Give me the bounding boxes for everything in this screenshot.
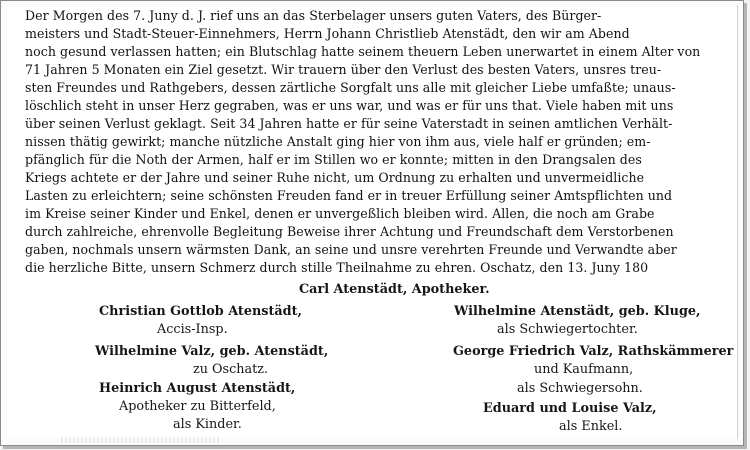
notice-line-3: noch gesund verlassen hatten; ein Blutschlag hatte seinem theuern Leben unerwartet in einem Alter von [25,44,701,59]
signature-right-6: Eduard und Louise Valz, [483,401,657,416]
signature-left-4: zu Oschatz. [193,362,269,377]
signature-left-2: Accis-Insp. [157,322,228,337]
notice-line-15: die herzliche Bitte, unsern Schmerz durch stille Theilnahme zu ehren. Oschatz, den 13. Juny 180 [25,260,649,275]
notice-line-10: Kriegs achtete er der Jahre und seiner Ruhe nicht, um Ordnung zu erhalten und unvermeidliche [25,170,645,185]
signature-right-1: Wilhelmine Atenstädt, geb. Kluge, [454,304,701,319]
notice-line-6: löschlich steht in unser Herz gegraben, was er uns war, und was er für uns that. Viele haben mit uns [25,98,674,113]
signature-right-7: als Enkel. [559,419,623,434]
notice-line-2: meisters und Stadt-Steuer-Einnehmers, Herrn Johann Christlieb Atenstädt, den wir am Abend [25,26,630,41]
signature-left-6: Apotheker zu Bitterfeld, [119,399,276,414]
notice-line-14: gaben, nochmals unsern wärmsten Dank, an seine und unsre verehrten Freunde und Verwandte aber [25,242,677,257]
notice-line-9: pfänglich für die Noth der Armen, half er im Stillen wo er konnte; mitten in den Drangsalen des [25,152,642,167]
signature-left-7: als Kinder. [173,417,242,432]
notice-line-11: Lasten zu erleichtern; seine schönsten Freuden fand er in treuer Erfüllung seiner Amtspflichten und [25,188,673,203]
notice-line-12: im Kreise seiner Kinder und Enkel, denen er unvergeßlich bleiben wird. Allen, die noch am Grabe [25,206,655,221]
newspaper-clipping [7,5,738,439]
signature-right-4: und Kaufmann, [534,362,634,377]
signature-left-5: Heinrich August Atenstädt, [99,381,296,396]
signature-right-5: als Schwiegersohn. [517,381,643,396]
notice-line-8: nissen thätig gewirkt; manche nützliche Anstalt ging hier von ihm aus, viele half er gründen; em- [25,134,651,149]
notice-line-7: über seinen Verlust geklagt. Seit 34 Jahren hatte er für seine Vaterstadt in seinen amtlichen Verhält- [25,116,673,131]
notice-line-1: Der Morgen des 7. Juny d. J. rief uns an das Sterbelager unsers guten Vaters, des Bürger- [25,8,602,23]
notice-line-13: durch zahlreiche, ehrenvolle Begleitung Beweise ihrer Achtung und Freundschaft dem Verstorbenen [25,224,674,239]
signature-right-3: George Friedrich Valz, Rathskämmerer [453,344,734,359]
notice-line-5: sten Freundes und Rathgebers, dessen zärtliche Sorgfalt uns alle mit gleicher Liebe umfaßte; unaus- [25,80,676,95]
signature-left-1: Christian Gottlob Atenstädt, [99,304,302,319]
notice-line-4: 71 Jahren 5 Monaten ein Ziel gesetzt. Wir trauern über den Verlust des besten Vaters, unsres treu- [25,62,662,77]
signature-left-3: Wilhelmine Valz, geb. Atenstädt, [95,344,329,359]
signature-carl: Carl Atenstädt, Apotheker. [299,282,490,297]
signature-right-2: als Schwiegertochter. [497,322,638,337]
paper-bottom-smudge [61,437,221,443]
